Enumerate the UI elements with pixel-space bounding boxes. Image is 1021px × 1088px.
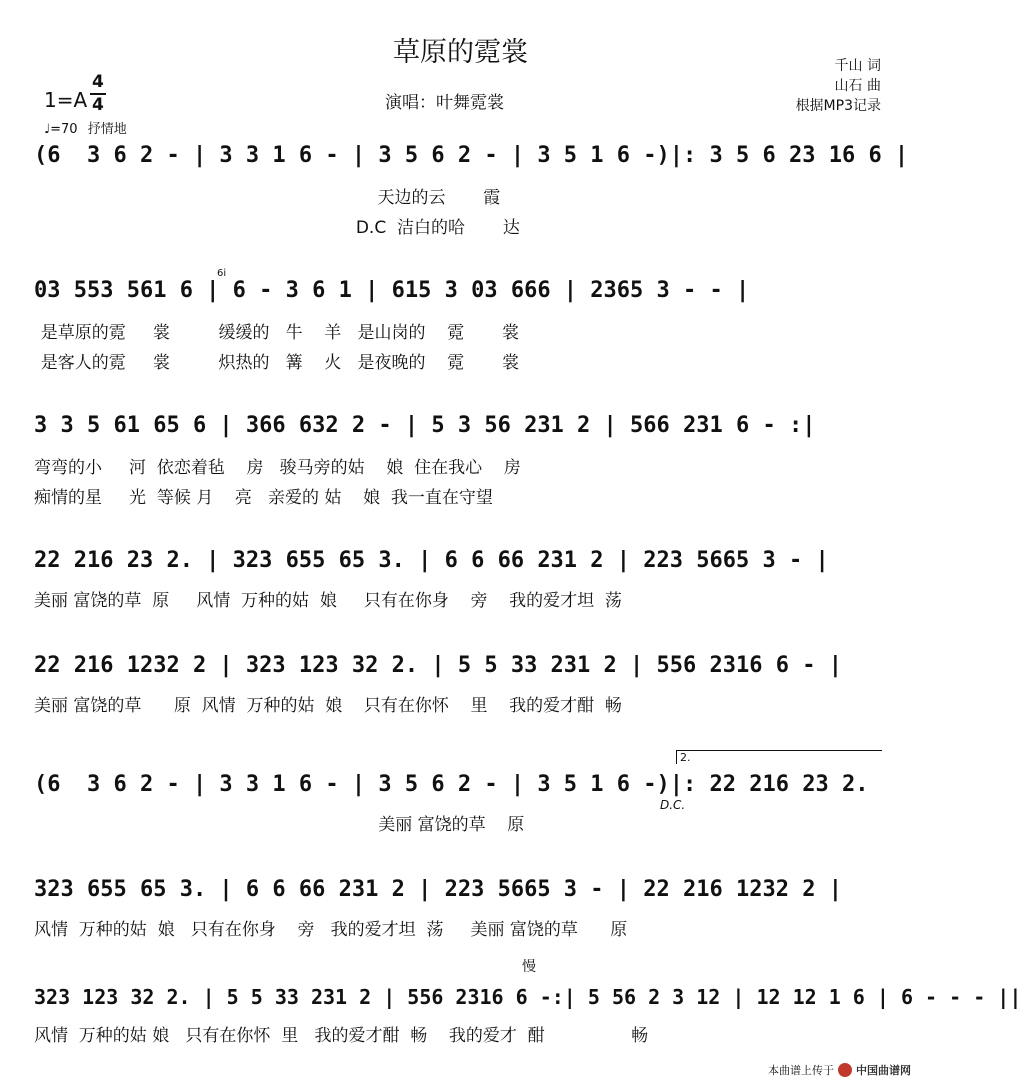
lyrics-line-5: 美丽 富饶的草 原 风情 万种的姑 娘 只有在你怀 里 我的爱才酣 畅 (34, 696, 622, 716)
volta-bracket-hook (676, 750, 677, 764)
notes-line-1: (6 3 6 2 - | 3 3 1 6 - | 3 5 6 2 - | 3 5 1 6 -)|: 3 5 6 23 16 6 | (34, 143, 909, 168)
volta-bracket (676, 750, 882, 751)
notes-line-8: 323 123 32 2. | 5 5 33 231 2 | 556 2316 6 -:| 5 56 2 3 12 | 12 12 1 6 | 6 - - - || (34, 985, 1021, 1009)
lyrics-line-3b: 痴情的星 光 等候 月 亮 亲爱的 姑 娘 我一直在守望 (34, 488, 493, 508)
lyrics-line-6: 美丽 富饶的草 原 (0, 815, 525, 835)
lyrics-line-2a: 是草原的霓 裳 缓缓的 牛 羊 是山岗的 霓 裳 (30, 323, 519, 343)
notes-line-3: 3 3 5 61 65 6 | 366 632 2 - | 5 3 56 231 2 | 566 231 6 - :| (34, 413, 816, 438)
volta-number: 2. (680, 751, 691, 764)
dc-marking: D.C. (660, 798, 686, 812)
footer-site-name[interactable]: 中国曲谱网 (856, 1064, 911, 1077)
footer (768, 1062, 911, 1078)
lyricist-credit: 千山 词 (834, 58, 881, 74)
lyrics-line-7: 风情 万种的姑 娘 只有在你身 旁 我的爱才坦 荡 美丽 富饶的草 原 (34, 920, 628, 940)
notes-line-5: 22 216 1232 2 | 323 123 32 2. | 5 5 33 231 2 | 556 2316 6 - | (34, 653, 842, 678)
source-credit: 根据MP3记录 (795, 98, 881, 114)
tempo-marking (44, 118, 127, 137)
lyrics-line-3a: 弯弯的小 河 依恋着毡 房 骏马旁的姑 娘 住在我心 房 (34, 458, 521, 478)
tempo-value: ♩=70 (44, 122, 78, 137)
lyrics-line-8: 风情 万种的姑 娘 只有在你怀 里 我的爱才酣 畅 我的爱才 酣 畅 (34, 1026, 649, 1046)
notes-line-4: 22 216 23 2. | 323 655 65 3. | 6 6 66 231 2 | 223 5665 3 - | (34, 548, 829, 573)
lyrics-line-1b: D.C 洁白的哈 达 (10, 218, 520, 238)
lyrics-line-4: 美丽 富饶的草 原 风情 万种的姑 娘 只有在你身 旁 我的爱才坦 荡 (34, 591, 622, 611)
singer-credit: 演唱：叶舞霓裳 (385, 93, 504, 113)
notes-line-6: (6 3 6 2 - | 3 3 1 6 - | 3 5 6 2 - | 3 5 1 6 -)|: 22 216 23 2. (34, 772, 869, 797)
grace-note: 6i (217, 268, 227, 279)
time-signature-top: 4 (92, 72, 104, 92)
footer-text: 本曲谱上传于 (768, 1064, 834, 1077)
page-title: 草原的霓裳 (393, 37, 528, 68)
key-signature: 1=A (44, 88, 88, 112)
composer-credit: 山石 曲 (834, 78, 881, 94)
lyrics-line-1a: 天边的云 霞 (10, 188, 501, 208)
expression-marking: 抒情地 (87, 122, 127, 137)
notes-line-2: 03 553 561 6 | 6 - 3 6 1 | 615 3 03 666 | 2365 3 - - | (34, 278, 750, 303)
lyrics-line-2b: 是客人的霓 裳 炽热的 篝 火 是夜晚的 霓 裳 (30, 353, 519, 373)
tempo-slow-marking: 慢 (522, 959, 536, 975)
site-logo-icon (838, 1063, 852, 1077)
notes-line-7: 323 655 65 3. | 6 6 66 231 2 | 223 5665 3 - | 22 216 1232 2 | (34, 877, 842, 902)
time-signature-bottom: 4 (92, 95, 104, 115)
